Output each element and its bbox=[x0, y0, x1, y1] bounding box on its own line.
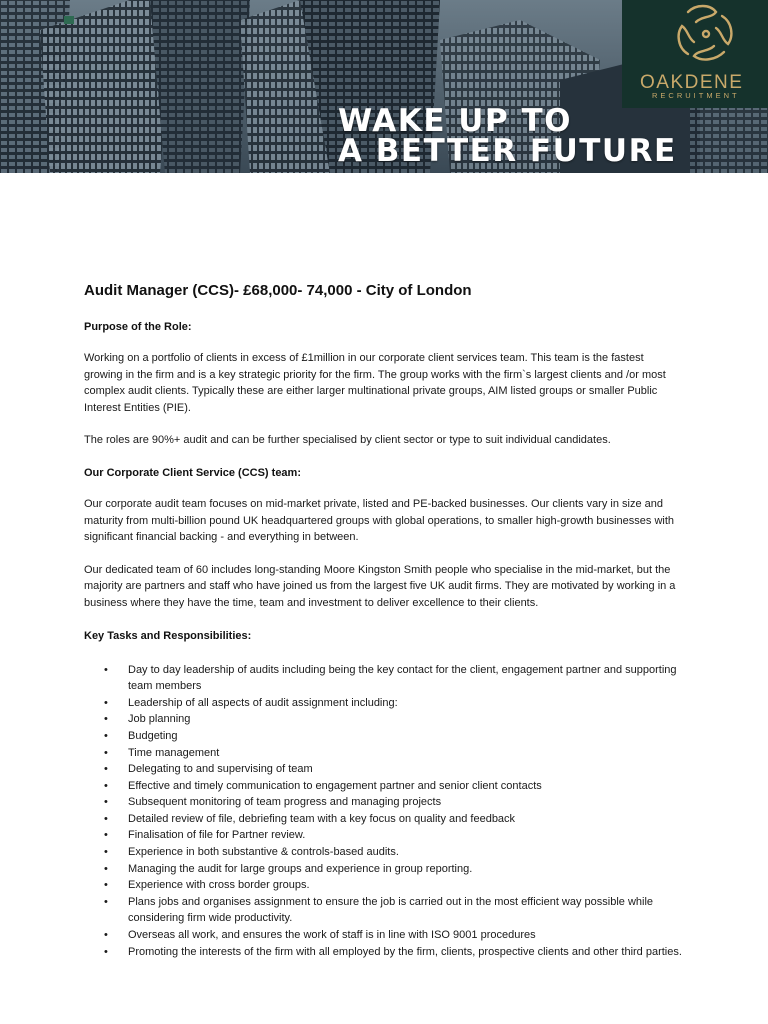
bullet-icon: • bbox=[104, 763, 108, 776]
bullet-icon: • bbox=[104, 846, 108, 859]
list-item bbox=[84, 745, 684, 762]
bullet-icon: • bbox=[104, 779, 108, 792]
ccs-paragraph-2: Our dedicated team of 60 includes long-standing Moore Kingston Smith people who specialise in the mid-market, but the majority are partners and staff who have joined us from the largest five UK audit firms. They are motivated by working in a business where they have the time, team and investment to deliver excellence to their clients. bbox=[84, 563, 676, 609]
ccs-paragraph-1: Our corporate audit team focuses on mid-market private, listed and PE-backed businesses. Our clients vary in size and maturity from multi-billion pound UK headquartered groups with global operations, to smaller high-growth businesses with significant financial backing - and everything in between. bbox=[84, 497, 675, 544]
list-item-text: Plans jobs and organises assignment to ensure the job is carried out in the most efficient way possible while considering firm wide productivity. bbox=[128, 895, 654, 925]
list-item bbox=[84, 894, 684, 927]
list-item bbox=[84, 861, 684, 878]
job-title: Audit Manager (CCS)- £68,000- 74,000 - City of London bbox=[84, 282, 472, 299]
headline-line-2: A BETTER FUTURE bbox=[338, 133, 677, 169]
tasks-heading: Key Tasks and Responsibilities: bbox=[84, 629, 252, 642]
tasks-list bbox=[84, 662, 684, 961]
job-description bbox=[84, 281, 684, 960]
list-item bbox=[84, 827, 684, 844]
list-item-text: Effective and timely communication to engagement partner and senior client contacts bbox=[128, 779, 542, 792]
oakdene-logo-icon bbox=[666, 2, 746, 70]
list-item-text: Experience with cross border groups. bbox=[128, 879, 310, 892]
bullet-icon: • bbox=[104, 895, 108, 908]
list-item-text: Promoting the interests of the firm with all employed by the firm, clients, prospective clients and other third parties. bbox=[128, 945, 682, 958]
list-item bbox=[84, 877, 684, 894]
purpose-paragraph-2: The roles are 90%+ audit and can be further specialised by client sector or type to suit individual candidates. bbox=[84, 434, 611, 447]
bullet-icon: • bbox=[104, 862, 108, 875]
list-item bbox=[84, 728, 684, 745]
bullet-icon: • bbox=[104, 696, 108, 709]
header-banner bbox=[0, 0, 768, 173]
list-item bbox=[84, 695, 684, 712]
list-item bbox=[84, 844, 684, 861]
bullet-icon: • bbox=[104, 746, 108, 759]
bullet-icon: • bbox=[104, 713, 108, 726]
list-item bbox=[84, 711, 684, 728]
list-item-text: Experience in both substantive & controls-based audits. bbox=[128, 846, 399, 859]
list-item bbox=[84, 944, 684, 961]
logo-wordmark: OAKDENE bbox=[640, 72, 744, 93]
list-item-text: Time management bbox=[128, 746, 220, 759]
list-item bbox=[84, 662, 684, 695]
list-item bbox=[84, 761, 684, 778]
bullet-icon: • bbox=[104, 796, 108, 809]
list-item bbox=[84, 794, 684, 811]
list-item-text: Finalisation of file for Partner review. bbox=[128, 829, 306, 842]
bullet-icon: • bbox=[104, 929, 108, 942]
bullet-icon: • bbox=[104, 945, 108, 958]
purpose-paragraph-1: Working on a portfolio of clients in excess of £1million in our corporate client services team. This team is the fastest growing in the firm and is a key strategic priority for the firm. The group works with the firm`s largest clients and /or most complex audit clients. Typically these are either larger multinational private groups, AIM listed groups or smaller Public Interest Entities (PIE). bbox=[84, 352, 666, 414]
purpose-heading: Purpose of the Role: bbox=[84, 321, 192, 333]
list-item-text: Budgeting bbox=[128, 729, 178, 742]
list-item-text: Job planning bbox=[128, 713, 191, 726]
list-item-text: Detailed review of file, debriefing team with a key focus on quality and feedback bbox=[128, 812, 516, 825]
banner-headline bbox=[338, 103, 677, 169]
logo-tagline: RECRUITMENT bbox=[652, 91, 740, 100]
list-item-text: Leadership of all aspects of audit assignment including: bbox=[128, 696, 398, 709]
list-item-text: Subsequent monitoring of team progress and managing projects bbox=[128, 796, 442, 809]
ccs-heading: Our Corporate Client Service (CCS) team: bbox=[84, 466, 301, 479]
bullet-icon: • bbox=[104, 663, 108, 676]
bullet-icon: • bbox=[104, 812, 108, 825]
bullet-icon: • bbox=[104, 879, 108, 892]
bullet-icon: • bbox=[104, 729, 108, 742]
headline-line-1: WAKE UP TO bbox=[338, 103, 572, 139]
list-item bbox=[84, 811, 684, 828]
list-item bbox=[84, 778, 684, 795]
list-item-text: Managing the audit for large groups and experience in group reporting. bbox=[128, 862, 473, 875]
list-item bbox=[84, 927, 684, 944]
list-item-text: Day to day leadership of audits including being the key contact for the client, engagement partner and supporting team members bbox=[128, 663, 677, 693]
bullet-icon: • bbox=[104, 829, 108, 842]
list-item-text: Delegating to and supervising of team bbox=[128, 763, 313, 776]
list-item-text: Overseas all work, and ensures the work of staff is in line with ISO 9001 procedures bbox=[128, 929, 536, 942]
